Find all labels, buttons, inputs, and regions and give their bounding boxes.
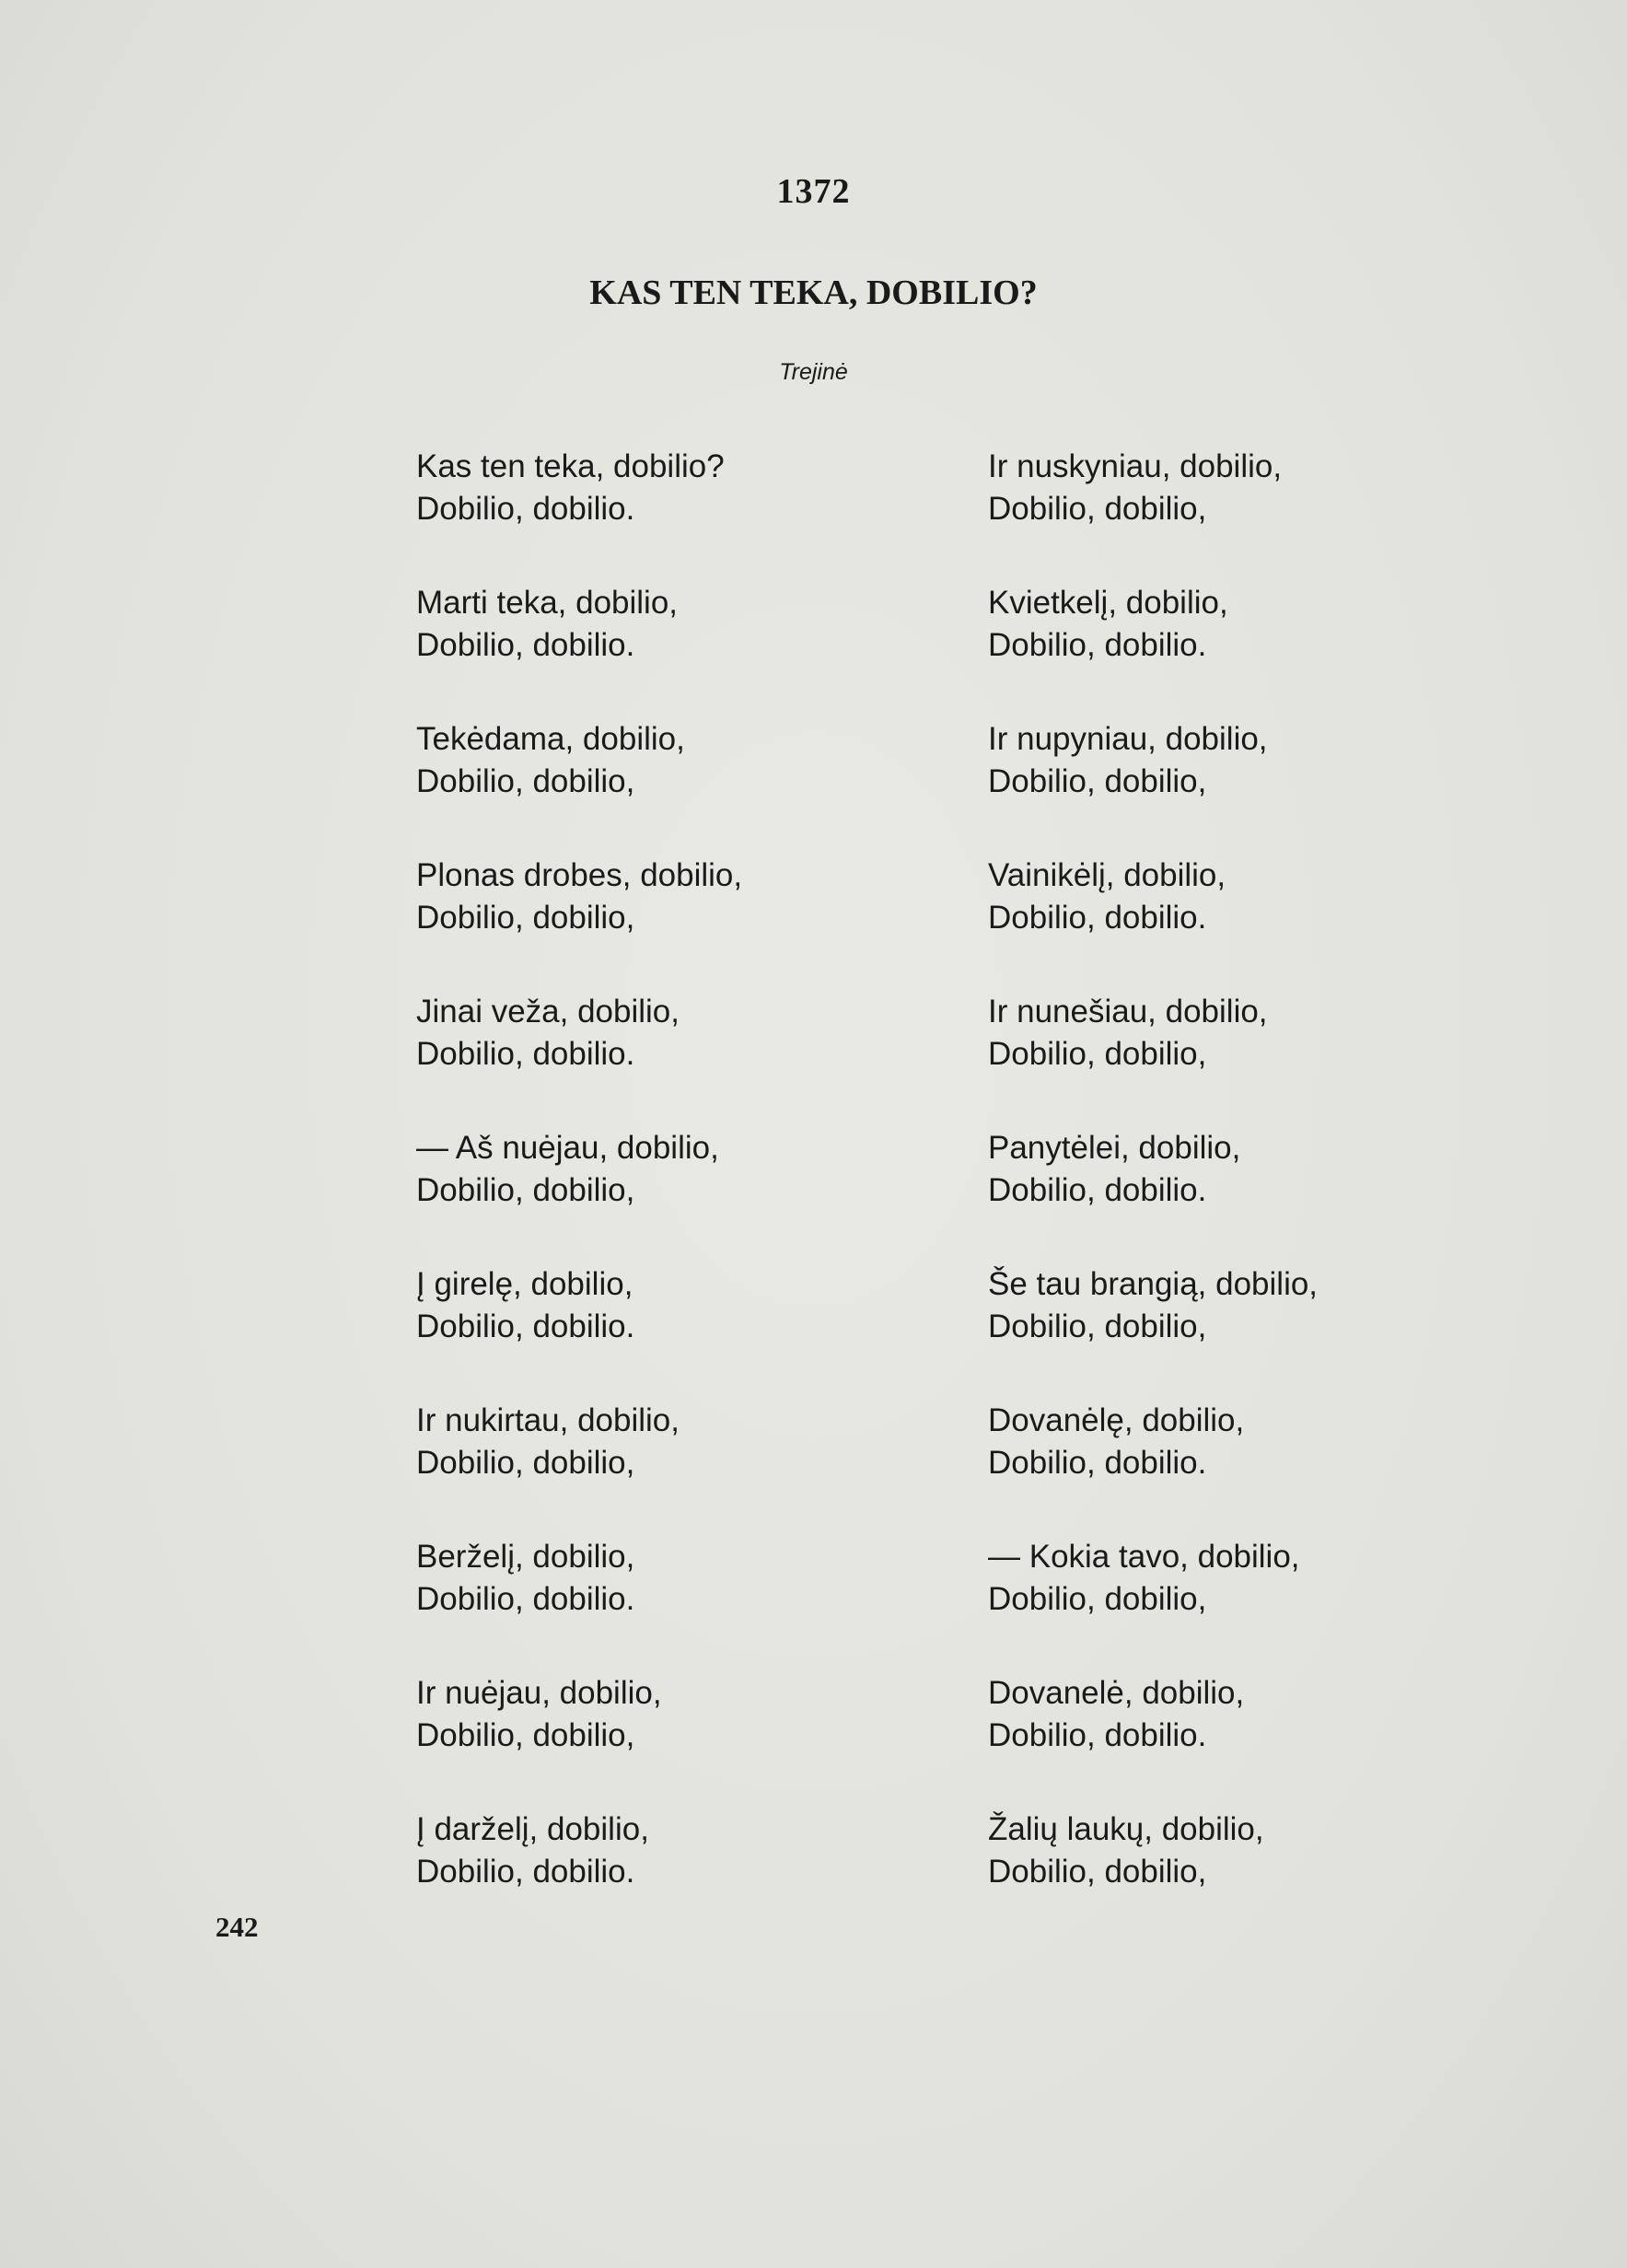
- refrain-line: Dobilio, dobilio,: [988, 1581, 1207, 1617]
- refrain-line: Dobilio, dobilio,: [988, 763, 1207, 799]
- refrain-line: Dobilio, dobilio,: [988, 1308, 1207, 1344]
- refrain-line: Dobilio, dobilio,: [416, 1717, 635, 1753]
- right-column: [988, 446, 1504, 1945]
- refrain-line: Dobilio, dobilio,: [416, 763, 635, 799]
- stanza: [988, 446, 1504, 582]
- refrain-line: Dobilio, dobilio.: [416, 1036, 635, 1072]
- verse-line: Dovanėlę, dobilio,: [988, 1402, 1245, 1438]
- stanza: [416, 991, 932, 1127]
- refrain-line: Dobilio, dobilio.: [988, 1172, 1207, 1208]
- stanza: [988, 1127, 1504, 1263]
- left-column: [416, 446, 932, 1945]
- verse-line: Vainikėlį, dobilio,: [988, 857, 1226, 893]
- verse-line: Kas ten teka, dobilio?: [416, 448, 725, 484]
- stanza: [416, 718, 932, 855]
- refrain-line: Dobilio, dobilio,: [988, 491, 1207, 527]
- refrain-line: Dobilio, dobilio.: [416, 627, 635, 663]
- verse-line: Plonas drobes, dobilio,: [416, 857, 743, 893]
- refrain-line: Dobilio, dobilio.: [416, 1581, 635, 1617]
- verse-line: Ir nuskyniau, dobilio,: [988, 448, 1283, 484]
- stanza: [988, 1809, 1504, 1945]
- refrain-line: Dobilio, dobilio.: [416, 1854, 635, 1890]
- song-subtitle: Trejinė: [779, 359, 848, 385]
- refrain-line: Dobilio, dobilio.: [988, 627, 1207, 663]
- refrain-line: Dobilio, dobilio,: [416, 1445, 635, 1481]
- refrain-line: Dobilio, dobilio,: [988, 1854, 1207, 1890]
- verse-line: Marti teka, dobilio,: [416, 585, 679, 621]
- stanza: [416, 582, 932, 718]
- stanza: [988, 991, 1504, 1127]
- verse-line: Žalių laukų, dobilio,: [988, 1811, 1264, 1847]
- verse-line: — Aš nuėjau, dobilio,: [416, 1130, 719, 1166]
- refrain-line: Dobilio, dobilio.: [416, 491, 635, 527]
- verse-line: Ir nunešiau, dobilio,: [988, 994, 1268, 1029]
- verse-line: Še tau brangią, dobilio,: [988, 1266, 1319, 1302]
- verse-line: Berželį, dobilio,: [416, 1539, 635, 1575]
- stanza: [988, 582, 1504, 718]
- stanza: [988, 1536, 1504, 1672]
- refrain-line: Dobilio, dobilio.: [988, 1717, 1207, 1753]
- verse-line: Į girelę, dobilio,: [416, 1266, 633, 1302]
- refrain-line: Dobilio, dobilio,: [416, 1172, 635, 1208]
- verse-line: — Kokia tavo, dobilio,: [988, 1539, 1300, 1575]
- stanza: [416, 1263, 932, 1400]
- refrain-line: Dobilio, dobilio,: [988, 1036, 1207, 1072]
- stanza: [416, 855, 932, 991]
- stanza: [416, 1809, 932, 1945]
- verse-line: Dovanelė, dobilio,: [988, 1675, 1245, 1711]
- stanza: [416, 446, 932, 582]
- stanza: [416, 1400, 932, 1536]
- verse-line: Ir nuėjau, dobilio,: [416, 1675, 662, 1711]
- verse-line: Jinai veža, dobilio,: [416, 994, 680, 1029]
- verse-line: Tekėdama, dobilio,: [416, 721, 685, 757]
- stanza: [988, 1400, 1504, 1536]
- verse-line: Ir nukirtau, dobilio,: [416, 1402, 680, 1438]
- refrain-line: Dobilio, dobilio,: [416, 900, 635, 936]
- verse-line: Ir nupyniau, dobilio,: [988, 721, 1268, 757]
- refrain-line: Dobilio, dobilio.: [416, 1308, 635, 1344]
- verse-line: Į darželį, dobilio,: [416, 1811, 649, 1847]
- page-number: 242: [215, 1911, 259, 1943]
- stanza: [416, 1536, 932, 1672]
- refrain-line: Dobilio, dobilio.: [988, 900, 1207, 936]
- stanza: [416, 1672, 932, 1809]
- verse-line: Kvietkelį, dobilio,: [988, 585, 1228, 621]
- stanza: [988, 718, 1504, 855]
- refrain-line: Dobilio, dobilio.: [988, 1445, 1207, 1481]
- song-number: 1372: [776, 172, 851, 211]
- song-title: KAS TEN TEKA, DOBILIO?: [589, 273, 1038, 312]
- stanza: [988, 855, 1504, 991]
- stanza: [988, 1263, 1504, 1400]
- stanza: [988, 1672, 1504, 1809]
- verse-line: Panytėlei, dobilio,: [988, 1130, 1241, 1166]
- stanza: [416, 1127, 932, 1263]
